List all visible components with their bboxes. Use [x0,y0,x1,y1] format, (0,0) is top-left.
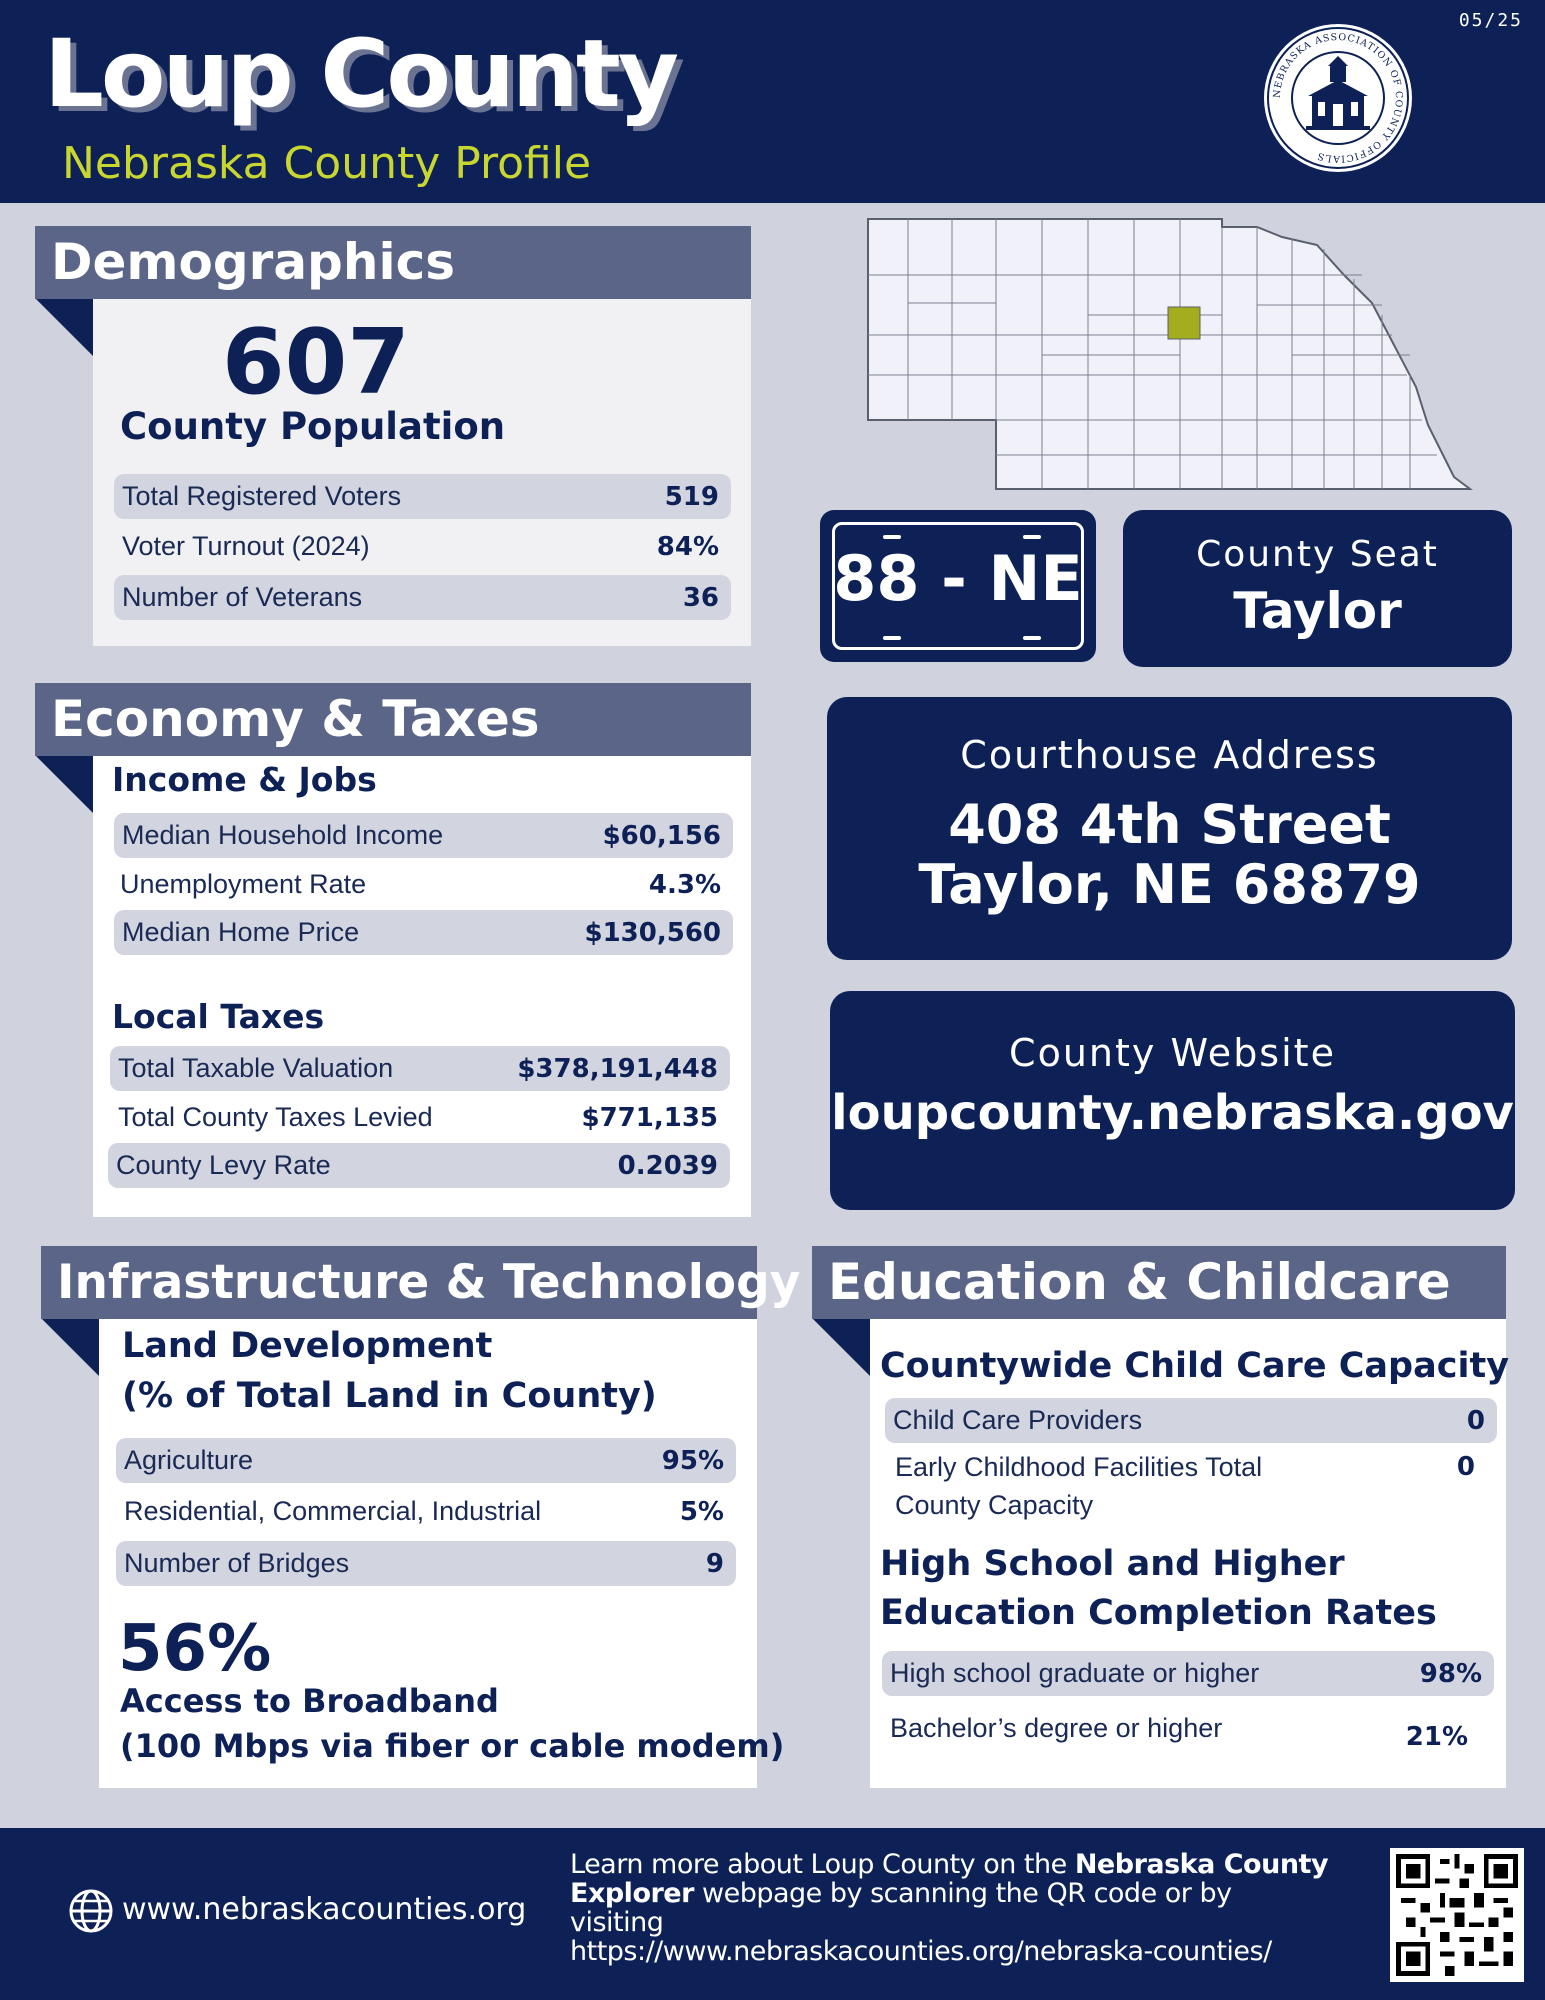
row-value: 84% [656,532,719,562]
state-outline [868,219,1470,489]
footer-website-link[interactable]: www.nebraskacounties.org [122,1892,527,1927]
association-seal-logo [1262,22,1414,174]
row-value: 36 [682,583,719,613]
row-label: Agriculture [124,1445,254,1475]
license-plate-badge [820,510,1096,662]
row-label: High school graduate or higher [890,1658,1260,1688]
row-label: Median Household Income [122,820,444,850]
page-title: Loup County [44,20,677,129]
row-label: Total County Taxes Levied [118,1102,433,1132]
row-value: 95% [661,1446,724,1476]
row-value: 5% [679,1497,724,1527]
county-seat-value: Taylor [1233,582,1402,640]
section-fold-decoration [812,1318,870,1376]
row-label: Voter Turnout (2024) [122,531,370,561]
taxes-subheading: Local Taxes [112,997,325,1036]
website-link[interactable]: loupcounty.nebraska.gov [831,1085,1514,1141]
row-value: 9 [705,1549,724,1579]
row-value: 0 [1466,1406,1485,1436]
address-line-1: 408 4th Street [948,793,1391,856]
table-row [885,1398,1497,1443]
row-value: 519 [664,482,719,512]
row-value: $130,560 [584,918,721,948]
table-row [114,524,731,569]
section-fold-decoration [41,1318,99,1376]
land-subheading-line-2: (% of Total Land in County) [122,1376,657,1416]
demographics-heading: Demographics [35,226,751,299]
plate-number: 88 - NE [833,542,1083,615]
qr-code-icon[interactable] [1390,1848,1524,1982]
row-value: $771,135 [581,1103,718,1133]
economy-heading: Economy & Taxes [35,683,751,756]
plate-slot [883,636,901,640]
learn-bold-2: Explorer [570,1878,694,1909]
table-row [116,1438,736,1483]
hs-subheading-line-2: Education Completion Rates [880,1593,1437,1633]
table-row [108,1143,730,1188]
table-row [112,862,733,907]
header-banner [0,0,1545,203]
learn-bold-1: Nebraska County [1074,1849,1329,1880]
row-label: Bachelor’s degree or higher [890,1713,1223,1743]
row-label: Number of Bridges [124,1548,350,1578]
learn-text-2: webpage by scanning the QR code or by visiting [570,1878,1232,1938]
population-label: County Population [120,405,506,448]
row-label: Unemployment Rate [120,869,367,899]
row-label: Child Care Providers [893,1405,1143,1435]
svg-text:NEBRASKA ASSOCIATION OF COUNTY: NEBRASKA ASSOCIATION OF COUNTY OFFICIALS [1271,31,1405,165]
population-value: 607 [222,310,410,415]
table-row [885,1448,1497,1528]
broadband-value: 56% [118,1612,272,1686]
table-row [882,1651,1494,1696]
row-label: Median Home Price [122,917,360,947]
table-row [114,474,731,519]
row-label: County Capacity [895,1490,1094,1520]
plate-slot [1023,535,1041,539]
learn-text-1: Learn more about Loup County on the [570,1849,1075,1880]
table-row [882,1706,1494,1751]
plate-slot [1023,636,1041,640]
row-value: 4.3% [648,870,721,900]
table-row [110,1095,730,1140]
plate-slot [883,535,901,539]
childcare-subheading: Countywide Child Care Capacity [880,1346,1510,1386]
address-line-2: Taylor, NE 68879 [918,853,1421,916]
county-seat-caption: County Seat [1196,534,1439,575]
row-value: $378,191,448 [517,1054,718,1084]
footer-banner [0,1828,1545,2000]
courthouse-address-card [827,697,1512,960]
row-value: 21% [1405,1722,1468,1752]
page-subtitle: Nebraska County Profile [62,138,592,189]
table-row [114,575,731,620]
footer-learn-more-text [570,1850,1330,1966]
loup-county-highlight [1168,307,1200,339]
nebraska-county-map [862,215,1474,495]
hs-subheading-line-1: High School and Higher [880,1544,1345,1584]
land-subheading-line-1: Land Development [122,1326,493,1366]
education-heading: Education & Childcare [812,1246,1506,1319]
row-label: Total Taxable Valuation [118,1053,394,1083]
row-label: County Levy Rate [116,1150,331,1180]
table-row [110,1046,730,1091]
row-label: Early Childhood Facilities Total [895,1452,1263,1482]
infrastructure-heading: Infrastructure & Technology [41,1246,757,1319]
table-row [116,1489,736,1534]
row-label: Total Registered Voters [122,481,402,511]
globe-icon [68,1888,114,1934]
row-value: 0 [1456,1452,1475,1482]
date-label: 05/25 [1458,10,1523,31]
section-fold-decoration [35,755,93,813]
table-row [116,1541,736,1586]
county-website-card [830,991,1515,1210]
broadband-label-line-1: Access to Broadband [120,1682,499,1720]
broadband-label-line-2: (100 Mbps via fiber or cable modem) [120,1727,785,1765]
table-row [114,813,733,858]
address-caption: Courthouse Address [960,733,1379,777]
explorer-url-link[interactable]: https://www.nebraskacounties.org/nebraska-counties/ [570,1936,1272,1967]
row-label: Number of Veterans [122,582,363,612]
section-fold-decoration [35,298,93,356]
table-row [114,910,733,955]
row-value: 0.2039 [617,1151,718,1181]
income-subheading: Income & Jobs [112,760,377,799]
row-value: 98% [1419,1659,1482,1689]
website-caption: County Website [1009,1031,1336,1075]
county-seat-card [1123,510,1512,667]
row-label: Residential, Commercial, Industrial [124,1496,542,1526]
row-value: $60,156 [602,821,721,851]
